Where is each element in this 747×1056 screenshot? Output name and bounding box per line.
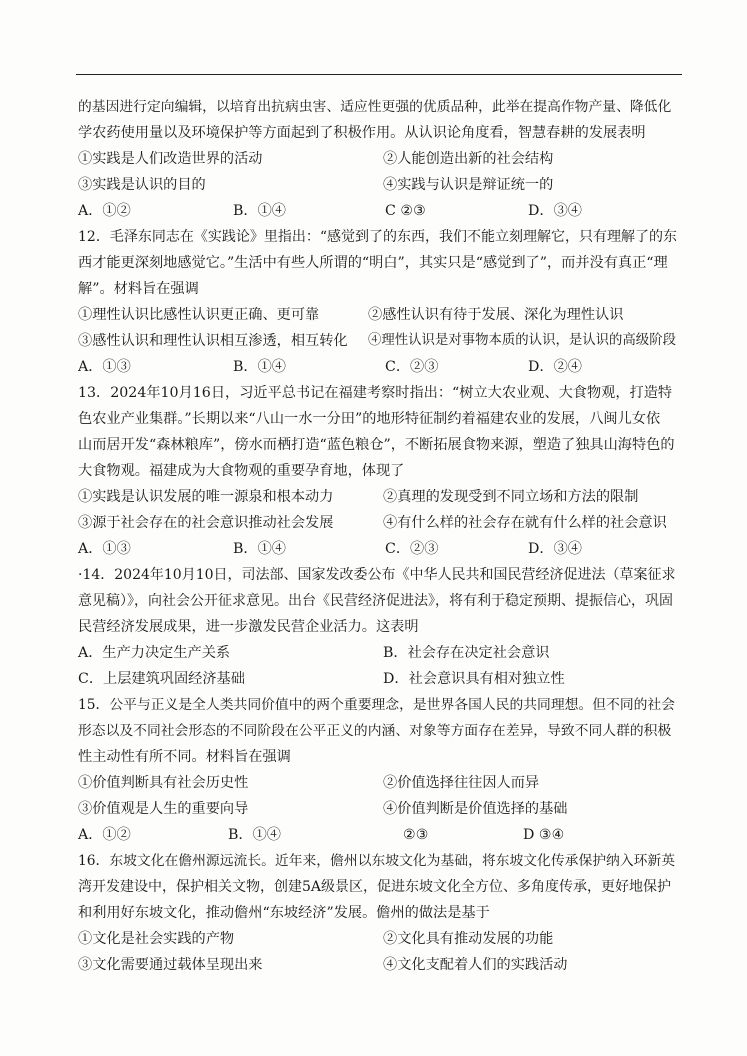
q16-statement-2: ②文化具有推动发展的功能 (383, 931, 554, 947)
q14-choice-a: A．生产力决定生产关系 (78, 645, 231, 661)
question-14 (78, 562, 678, 692)
q13-statement-row (78, 484, 678, 510)
q12-statement-4: ④理性认识是对事物本质的认识，是认识的高级阶段 (368, 333, 676, 348)
q15-choice-a: A．①② (78, 827, 131, 843)
q16-statement-1: ①文化是社会实践的产物 (78, 931, 235, 947)
q14-stem-line: 意见稿）》，向社会公开征求意见。出台《民营经济促进法》，将有利于稳定预期、提振信心，巩固 (78, 593, 673, 609)
q14-choice-b: B．社会存在决定社会意识 (383, 645, 550, 661)
q16-statement-row (78, 952, 678, 978)
q13-stem-line: 山而居开发“森林粮库”，傍水而栖打造“蓝色粮仓”，不断拓展食物来源，塑造了独具山海特色的 (78, 437, 675, 453)
q12-choice-c: C．②③ (385, 359, 439, 375)
q12-statement-2: ②感性认识有待于发展、深化为理性认识 (368, 307, 624, 323)
q15-choice-b: B．①④ (228, 827, 281, 843)
q15-stem-line: 15．公平与正义是全人类共同价值中的两个重要理念，是世界各国人民的共同理想。但不同的社会 (78, 697, 676, 713)
q15-statement-1: ①价值判断具有社会历史性 (78, 775, 249, 791)
q13-choice-a: A．①③ (78, 541, 131, 557)
q13-stem-line: 色农业产业集群。”长期以来“八山一水一分田”的地形特征制约着福建农业的发展，八闽儿女依 (78, 411, 661, 427)
q15-statement-row (78, 770, 678, 796)
q16-stem-line: 和利用好东坡文化，推动儋州“东坡经济”发展。儋州的做法是基于 (78, 905, 490, 921)
q14-stem-line: ·14．2024年10月10日，司法部、国家发改委公布《中华人民共和国民营经济促进法（草案征求 (78, 567, 676, 583)
question-15 (78, 692, 678, 848)
question-11 (78, 94, 678, 224)
q13-choice-d: D．③④ (528, 541, 582, 557)
question-13 (78, 380, 678, 562)
q15-choice-c: ②③ (403, 827, 429, 843)
q12-stem-line: 12．毛泽东同志在《实践论》里指出：“感觉到了的东西，我们不能立刻理解它，只有理解了的东 (78, 229, 677, 245)
q12-choice-a: A．①③ (78, 359, 131, 375)
q14-choice-row (78, 640, 678, 666)
q11-stem-line: 学农药使用量以及环境保护等方面起到了积极作用。从认识论角度看，智慧春耕的发展表明 (78, 125, 646, 141)
q11-choice-a: A．①② (78, 203, 131, 219)
q13-stem-line: 大食物观。福建成为大食物观的重要孕育地，体现了 (78, 463, 405, 479)
q12-statement-row (78, 328, 678, 354)
q13-statement-2: ②真理的发现受到不同立场和方法的限制 (383, 489, 639, 505)
q13-statement-row (78, 510, 678, 536)
q13-choice-c: C．②③ (385, 541, 439, 557)
q11-statement-1: ①实践是人们改造世界的活动 (78, 151, 263, 167)
q13-answer-row (78, 536, 678, 562)
q13-statement-4: ④有什么样的社会存在就有什么样的社会意识 (383, 515, 667, 531)
q12-choice-b: B．①④ (233, 359, 286, 375)
q11-statement-row (78, 172, 678, 198)
q13-choice-b: B．①④ (233, 541, 286, 557)
question-12 (78, 224, 678, 380)
q15-statement-row (78, 796, 678, 822)
q14-choice-c: C．上层建筑巩固经济基础 (78, 671, 245, 687)
question-16 (78, 848, 678, 978)
q12-answer-row (78, 354, 678, 380)
q15-choice-d: D ③④ (523, 827, 565, 843)
q11-choice-c: C ②③ (385, 203, 426, 219)
q12-statement-row (78, 302, 678, 328)
q14-stem-line: 民营经济发展成果，进一步激发民营企业活力。这表明 (78, 619, 419, 635)
q11-answer-row (78, 198, 678, 224)
q16-statement-row (78, 926, 678, 952)
q11-statement-row (78, 146, 678, 172)
q15-stem-line: 性主动性有所不同。材料旨在强调 (78, 749, 291, 765)
q13-statement-3: ③源于社会存在的社会意识推动社会发展 (78, 515, 334, 531)
q12-stem-line: 西才能更深刻地感觉它。”生活中有些人所谓的“明白”，其实只是“感觉到了”，而并没有真正“理 (78, 255, 668, 271)
q16-stem-line: 湾开发建设中，保护相关文物，创建5A级景区，促进东坡文化全方位、多角度传承，更好地保护 (78, 879, 672, 895)
q15-statement-2: ②价值选择往往因人而异 (383, 775, 540, 791)
q11-statement-4: ④实践与认识是辩证统一的 (383, 177, 554, 193)
q12-stem-line: 解”。材料旨在强调 (78, 281, 199, 297)
q11-choice-b: B．①④ (233, 203, 286, 219)
q14-choice-d: D．社会意识具有相对独立性 (383, 671, 565, 687)
q15-answer-row (78, 822, 678, 848)
q12-choice-d: D．②④ (528, 359, 582, 375)
q13-stem-line: 13．2024年10月16日，习近平总书记在福建考察时指出：“树立大农业观、大食物观，打造特 (78, 385, 673, 401)
q12-statement-1: ①理性认识比感性认识更正确、更可靠 (78, 307, 320, 323)
q11-choice-d: D．③④ (528, 203, 582, 219)
q14-choice-row (78, 666, 678, 692)
q11-stem-line: 的基因进行定向编辑，以培育出抗病虫害、适应性更强的优质品种，此举在提高作物产量、降低化 (78, 99, 672, 115)
q11-statement-2: ②人能创造出新的社会结构 (383, 151, 554, 167)
header-rule (76, 74, 682, 75)
q15-statement-4: ④价值判断是价值选择的基础 (383, 801, 568, 817)
q16-statement-3: ③文化需要通过载体呈现出来 (78, 957, 263, 973)
q15-statement-3: ③价值观是人生的重要向导 (78, 801, 249, 817)
exam-text (78, 94, 678, 978)
q12-statement-3: ③感性认识和理性认识相互渗透，相互转化 (78, 333, 348, 349)
q16-statement-4: ④文化支配着人们的实践活动 (383, 957, 568, 973)
q16-stem-line: 16．东坡文化在儋州源远流长。近年来，儋州以东坡文化为基础，将东坡文化传承保护纳入环新英 (78, 853, 676, 869)
q11-statement-3: ③实践是认识的目的 (78, 177, 206, 193)
q15-stem-line: 形态以及不同社会形态的不同阶段在公平正义的内涵、对象等方面存在差异，导致不同人群的积极 (78, 723, 672, 739)
q13-statement-1: ①实践是认识发展的唯一源泉和根本动力 (78, 489, 334, 505)
